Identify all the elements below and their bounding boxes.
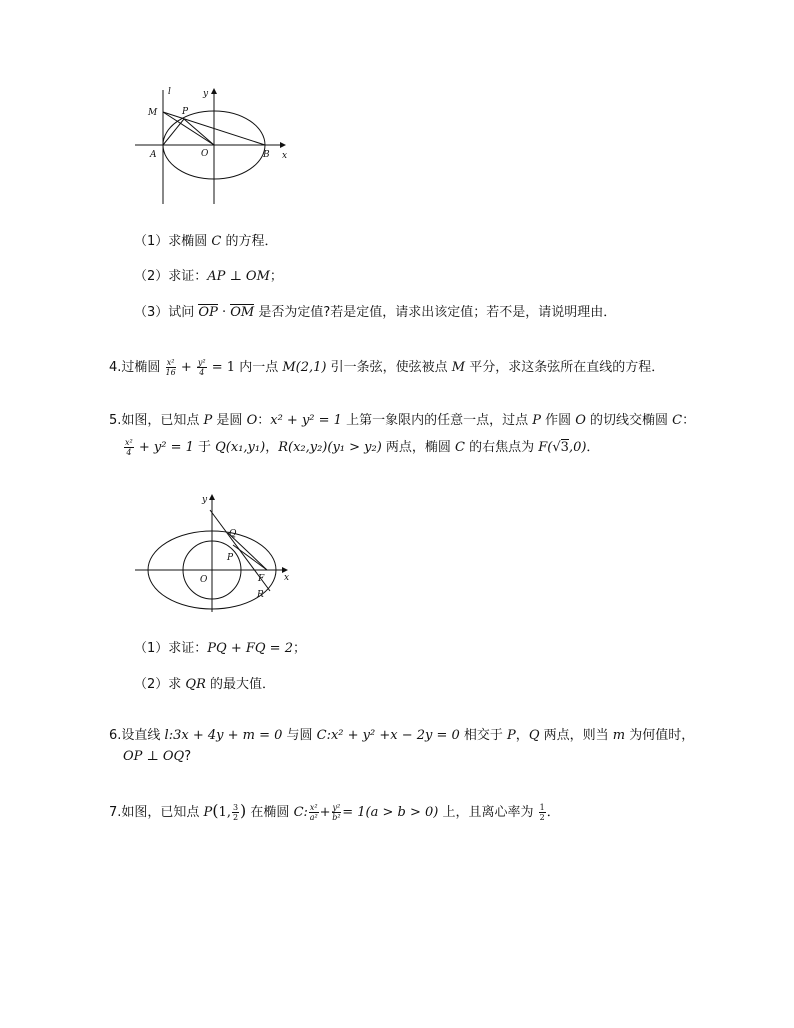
figure-ellipse-1 [130,82,295,212]
label-P: P [227,553,234,563]
label-y: y [202,495,208,505]
segment-MO [163,112,214,145]
label-P: P [182,107,189,117]
vector-OP: OP [198,305,218,320]
y-arrow [209,494,215,500]
label-B: B [263,150,270,160]
label-x: x [284,573,290,583]
segment-PO [184,119,214,145]
label-A: A [150,150,157,160]
q3-part2: （2）求证：AP ⊥ OM； [134,269,283,284]
label-O: O [200,575,208,585]
label-x: x [282,151,288,161]
vector-OM: OM [230,305,255,320]
label-O: O [201,149,209,159]
q6-line2: OP ⊥ OQ? [123,749,192,764]
q5-part1: （1）求证：PQ + FQ = 2； [134,641,306,656]
label-F: F [258,574,265,584]
q4: 4.过椭圆 $\frac{\text{x²}}{16}$ + $\frac{\text{y²}}{4}$ = 1 内一点 M(2,1) 引一条弦，使弦被点 M 平分，求这条弦所在直线的方程． [109,358,665,377]
label-R: R [257,590,264,600]
figure-ellipse-circle-2 [130,490,300,615]
q5-part2: （2）求 QR 的最大值． [134,677,276,692]
q5-line2: $\frac{\text{x²}}{4}$ + y² = 1 于 Q(x₁,y₁)，R(x₂,y₂)(y₁ > y₂) 两点，椭圆 C 的右焦点为 F(√3,0)． [125,438,600,457]
q3-part3: （3）试问 OP · OM 是否为定值?若是定值，请求出该定值；若不是，请说明理由． [134,305,617,320]
label-M: M [148,108,158,118]
q5-line1: 5.如图，已知点 P 是圆 O：x² + y² = 1 上第一象限内的任意一点，过点 P 作圆 O 的切线交椭圆 C： [109,413,696,428]
q6-line1: 6.设直线 l:3x + 4y + m = 0 与圆 C:x² + y² +x − 2y = 0 相交于 P，Q 两点，则当 m 为何值时， [109,728,695,743]
label-l: l [168,87,171,97]
label-y: y [203,89,209,99]
y-arrow [211,88,217,94]
q7: 7.如图，已知点 P(1, $\frac{3}{2}$ ) 在椭圆 C: $\frac{\text{x²}}{\text{a²}}$ + $\frac{\text{y²}}{\text{b²}}$ = 1(a > b > 0) 上，且离心率为 $\frac{1}{2}$ ． [109,801,560,822]
q3-part1: （1）求椭圆 C 的方程． [134,234,278,249]
x-arrow [280,142,286,148]
label-Q: Q [229,529,237,539]
